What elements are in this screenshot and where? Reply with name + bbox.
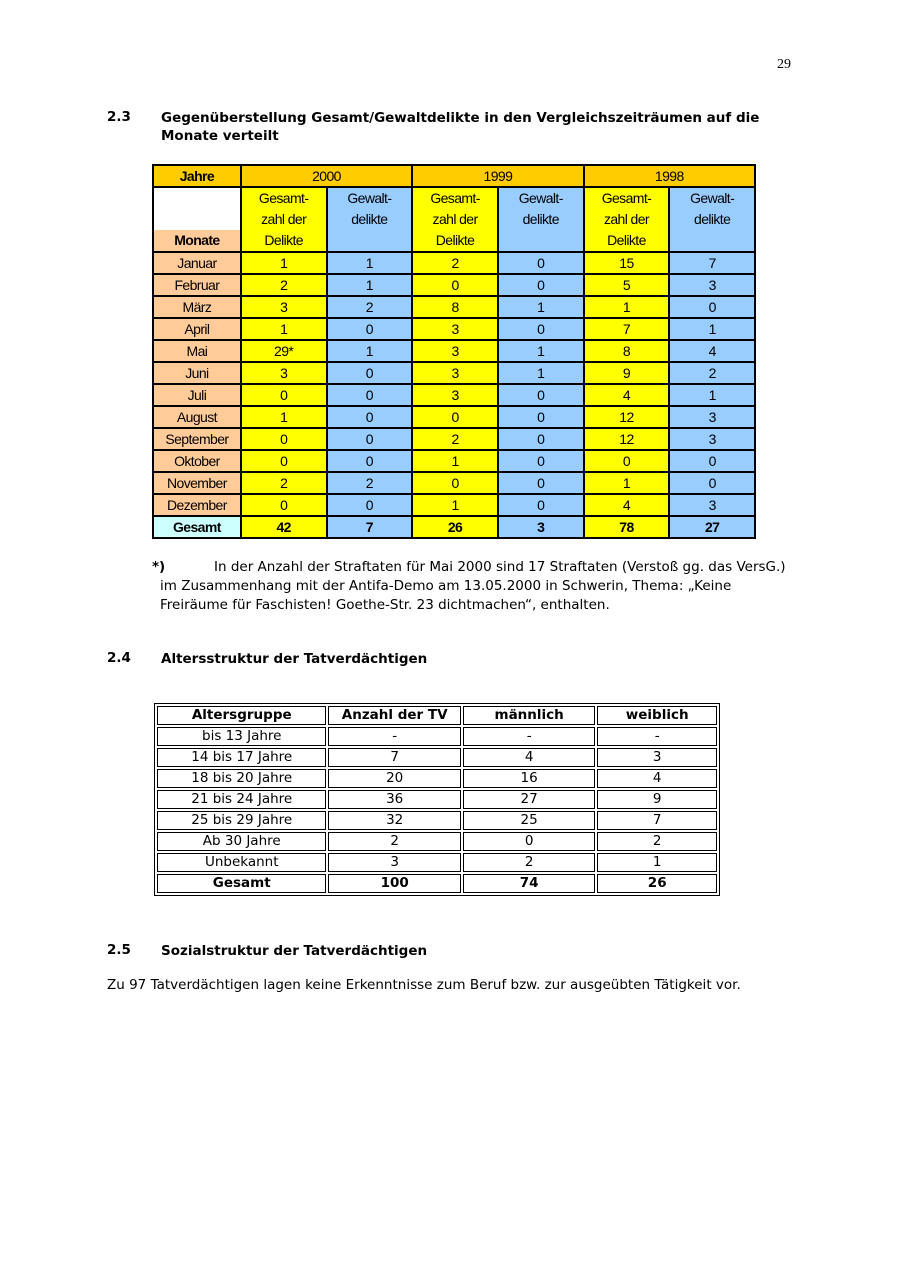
table-row <box>153 362 755 384</box>
table-row <box>157 748 717 767</box>
table-cell: 2 <box>327 472 413 494</box>
table-cell: 2 <box>463 853 596 872</box>
table-cell: 0 <box>498 472 584 494</box>
table-cell: 36 <box>328 790 460 809</box>
table-cell: 8 <box>412 296 498 318</box>
table-cell: 3 <box>412 384 498 406</box>
table-cell: 0 <box>327 450 413 472</box>
column-header: Anzahl der TV <box>328 706 460 725</box>
table-cell: 7 <box>584 318 670 340</box>
social-structure-text: Zu 97 Tatverdächtigen lagen keine Erkenntnisse zum Beruf bzw. zur ausgeübten Tätigkeit vor. <box>107 977 741 993</box>
table-cell: 3 <box>241 362 327 384</box>
table-cell: 7 <box>328 748 460 767</box>
total-cell: 7 <box>327 516 413 538</box>
table-cell: 2 <box>241 274 327 296</box>
corner-monate-cell <box>153 187 241 252</box>
table-cell: 0 <box>412 472 498 494</box>
table-cell: 0 <box>241 450 327 472</box>
footnote <box>152 558 802 615</box>
header-row-years <box>153 165 755 187</box>
footnote-marker: *) <box>152 559 166 575</box>
month-label: März <box>153 296 241 318</box>
total-cell: 100 <box>328 874 460 893</box>
column-header: Altersgruppe <box>157 706 326 725</box>
table-cell: - <box>463 727 596 746</box>
table-cell: 1 <box>584 472 670 494</box>
table-cell: 1 <box>498 296 584 318</box>
table-row <box>153 296 755 318</box>
total-cell: Gesamt <box>157 874 326 893</box>
subheader-total: Gesamt- zahl der Delikte <box>584 187 670 252</box>
subheader-violent: Gewalt- delikte <box>327 187 413 252</box>
footnote-text: In der Anzahl der Straftaten für Mai 2000 sind 17 Straftaten (Verstoß gg. das VersG.) im Zusammenhang mit der Antifa-Demo am 13.05.2000 in Schwerin, Thema: „Keine Freiräume für Faschisten! Goethe-Str. 23 dichtmachen“, enthalten. <box>160 559 786 613</box>
subheader-total: Gesamt- zahl der Delikte <box>241 187 327 252</box>
header-row <box>157 706 717 725</box>
table-cell: 1 <box>669 384 755 406</box>
total-cell: 78 <box>584 516 670 538</box>
table-row <box>157 832 717 851</box>
month-label: Juni <box>153 362 241 384</box>
table-cell: 20 <box>328 769 460 788</box>
table-cell: 1 <box>412 450 498 472</box>
table-cell: 2 <box>669 362 755 384</box>
table-cell: 4 <box>584 494 670 516</box>
table-cell: 5 <box>584 274 670 296</box>
table-cell: 0 <box>412 406 498 428</box>
header-row-subheaders <box>153 187 755 252</box>
table-row <box>157 727 717 746</box>
table-cell: 3 <box>241 296 327 318</box>
total-cell: 26 <box>597 874 717 893</box>
table-cell: 2 <box>597 832 717 851</box>
table-cell: 1 <box>597 853 717 872</box>
column-header: männlich <box>463 706 596 725</box>
table-row <box>157 853 717 872</box>
table-cell: 29* <box>241 340 327 362</box>
table-cell: 8 <box>584 340 670 362</box>
corner-monate: Monate <box>154 230 240 251</box>
table-cell: 2 <box>241 472 327 494</box>
table-cell: 7 <box>597 811 717 830</box>
total-cell: 3 <box>498 516 584 538</box>
column-header: weiblich <box>597 706 717 725</box>
table-cell: Ab 30 Jahre <box>157 832 326 851</box>
table-cell: 12 <box>584 428 670 450</box>
table-row <box>153 450 755 472</box>
table-cell: 3 <box>669 494 755 516</box>
table-cell: 1 <box>584 296 670 318</box>
table-cell: 4 <box>463 748 596 767</box>
table-cell: 0 <box>241 428 327 450</box>
table-cell: 1 <box>412 494 498 516</box>
table-cell: 0 <box>498 494 584 516</box>
table-cell: 1 <box>241 318 327 340</box>
total-cell: 27 <box>669 516 755 538</box>
table-cell: 25 bis 29 Jahre <box>157 811 326 830</box>
table-row <box>157 790 717 809</box>
table-cell: 0 <box>498 428 584 450</box>
table-cell: 0 <box>498 406 584 428</box>
table-cell: 4 <box>597 769 717 788</box>
table-cell: 0 <box>498 318 584 340</box>
total-label: Gesamt <box>153 516 241 538</box>
table-cell: 2 <box>327 296 413 318</box>
table-cell: bis 13 Jahre <box>157 727 326 746</box>
table-cell: 14 bis 17 Jahre <box>157 748 326 767</box>
month-label: Januar <box>153 252 241 274</box>
corner-jahre: Jahre <box>153 165 241 187</box>
table-cell: 0 <box>412 274 498 296</box>
table-cell: 1 <box>241 406 327 428</box>
table-cell: 0 <box>327 428 413 450</box>
total-row <box>153 516 755 538</box>
subheader-violent: Gewalt- delikte <box>498 187 584 252</box>
age-structure-table <box>154 703 720 896</box>
table-cell: 27 <box>463 790 596 809</box>
table-cell: 2 <box>412 252 498 274</box>
table-cell: 9 <box>584 362 670 384</box>
table-row <box>153 340 755 362</box>
table-cell: 0 <box>669 450 755 472</box>
table-row <box>157 769 717 788</box>
table-cell: 2 <box>412 428 498 450</box>
table-row <box>153 274 755 296</box>
section-number: 2.5 <box>107 942 131 958</box>
table-cell: 3 <box>412 340 498 362</box>
section-number: 2.4 <box>107 650 131 666</box>
table-row <box>153 494 755 516</box>
table-cell: 4 <box>584 384 670 406</box>
section-title: Gegenüberstellung Gesamt/Gewaltdelikte in den Vergleichszeiträumen auf die Monate verteilt <box>161 110 760 144</box>
table-cell: 1 <box>669 318 755 340</box>
table-cell: 0 <box>327 362 413 384</box>
table-row <box>153 384 755 406</box>
table-row <box>153 406 755 428</box>
table-cell: 15 <box>584 252 670 274</box>
table-row <box>153 428 755 450</box>
total-row <box>157 874 717 893</box>
table-cell: - <box>597 727 717 746</box>
month-label: April <box>153 318 241 340</box>
total-cell: 74 <box>463 874 596 893</box>
table-cell: 0 <box>669 296 755 318</box>
table-cell: 0 <box>498 384 584 406</box>
table-cell: 9 <box>597 790 717 809</box>
year-header: 1999 <box>412 165 583 187</box>
table-cell: 12 <box>584 406 670 428</box>
table-cell: 2 <box>328 832 460 851</box>
table-cell: 0 <box>327 318 413 340</box>
table-cell: 0 <box>669 472 755 494</box>
table-row <box>157 811 717 830</box>
table-cell: 16 <box>463 769 596 788</box>
table-cell: 3 <box>597 748 717 767</box>
table-cell: 3 <box>669 274 755 296</box>
year-header: 1998 <box>584 165 755 187</box>
table-cell: 7 <box>669 252 755 274</box>
month-label: Februar <box>153 274 241 296</box>
month-label: Mai <box>153 340 241 362</box>
table-row <box>153 318 755 340</box>
subheader-total: Gesamt- zahl der Delikte <box>412 187 498 252</box>
page-number: 29 <box>777 57 791 72</box>
table-cell: 0 <box>327 494 413 516</box>
table-cell: 0 <box>327 384 413 406</box>
table-cell: 0 <box>498 252 584 274</box>
table-cell: 3 <box>669 406 755 428</box>
table-cell: 0 <box>498 274 584 296</box>
month-label: Oktober <box>153 450 241 472</box>
table-cell: 0 <box>241 384 327 406</box>
table-cell: 32 <box>328 811 460 830</box>
table-cell: - <box>328 727 460 746</box>
table-cell: 21 bis 24 Jahre <box>157 790 326 809</box>
month-label: November <box>153 472 241 494</box>
month-label: Dezember <box>153 494 241 516</box>
monthly-offenses-table <box>152 164 756 539</box>
table-cell: 1 <box>327 340 413 362</box>
table-cell: Unbekannt <box>157 853 326 872</box>
table-cell: 0 <box>498 450 584 472</box>
table-cell: 18 bis 20 Jahre <box>157 769 326 788</box>
section-title: Sozialstruktur der Tatverdächtigen <box>161 943 428 959</box>
table-cell: 0 <box>584 450 670 472</box>
section-title: Altersstruktur der Tatverdächtigen <box>161 651 428 667</box>
table-cell: 1 <box>241 252 327 274</box>
table-cell: 1 <box>327 274 413 296</box>
table-cell: 1 <box>498 340 584 362</box>
section-number: 2.3 <box>107 109 131 125</box>
month-label: September <box>153 428 241 450</box>
total-cell: 42 <box>241 516 327 538</box>
table-cell: 0 <box>327 406 413 428</box>
table-cell: 0 <box>241 494 327 516</box>
table-row <box>153 472 755 494</box>
table-cell: 0 <box>463 832 596 851</box>
year-header: 2000 <box>241 165 412 187</box>
month-label: August <box>153 406 241 428</box>
subheader-violent: Gewalt- delikte <box>669 187 755 252</box>
table-cell: 1 <box>498 362 584 384</box>
table-cell: 4 <box>669 340 755 362</box>
table-cell: 1 <box>327 252 413 274</box>
total-cell: 26 <box>412 516 498 538</box>
table-cell: 25 <box>463 811 596 830</box>
table-cell: 3 <box>412 318 498 340</box>
table-row <box>153 252 755 274</box>
month-label: Juli <box>153 384 241 406</box>
table-cell: 3 <box>328 853 460 872</box>
table-cell: 3 <box>669 428 755 450</box>
table-cell: 3 <box>412 362 498 384</box>
